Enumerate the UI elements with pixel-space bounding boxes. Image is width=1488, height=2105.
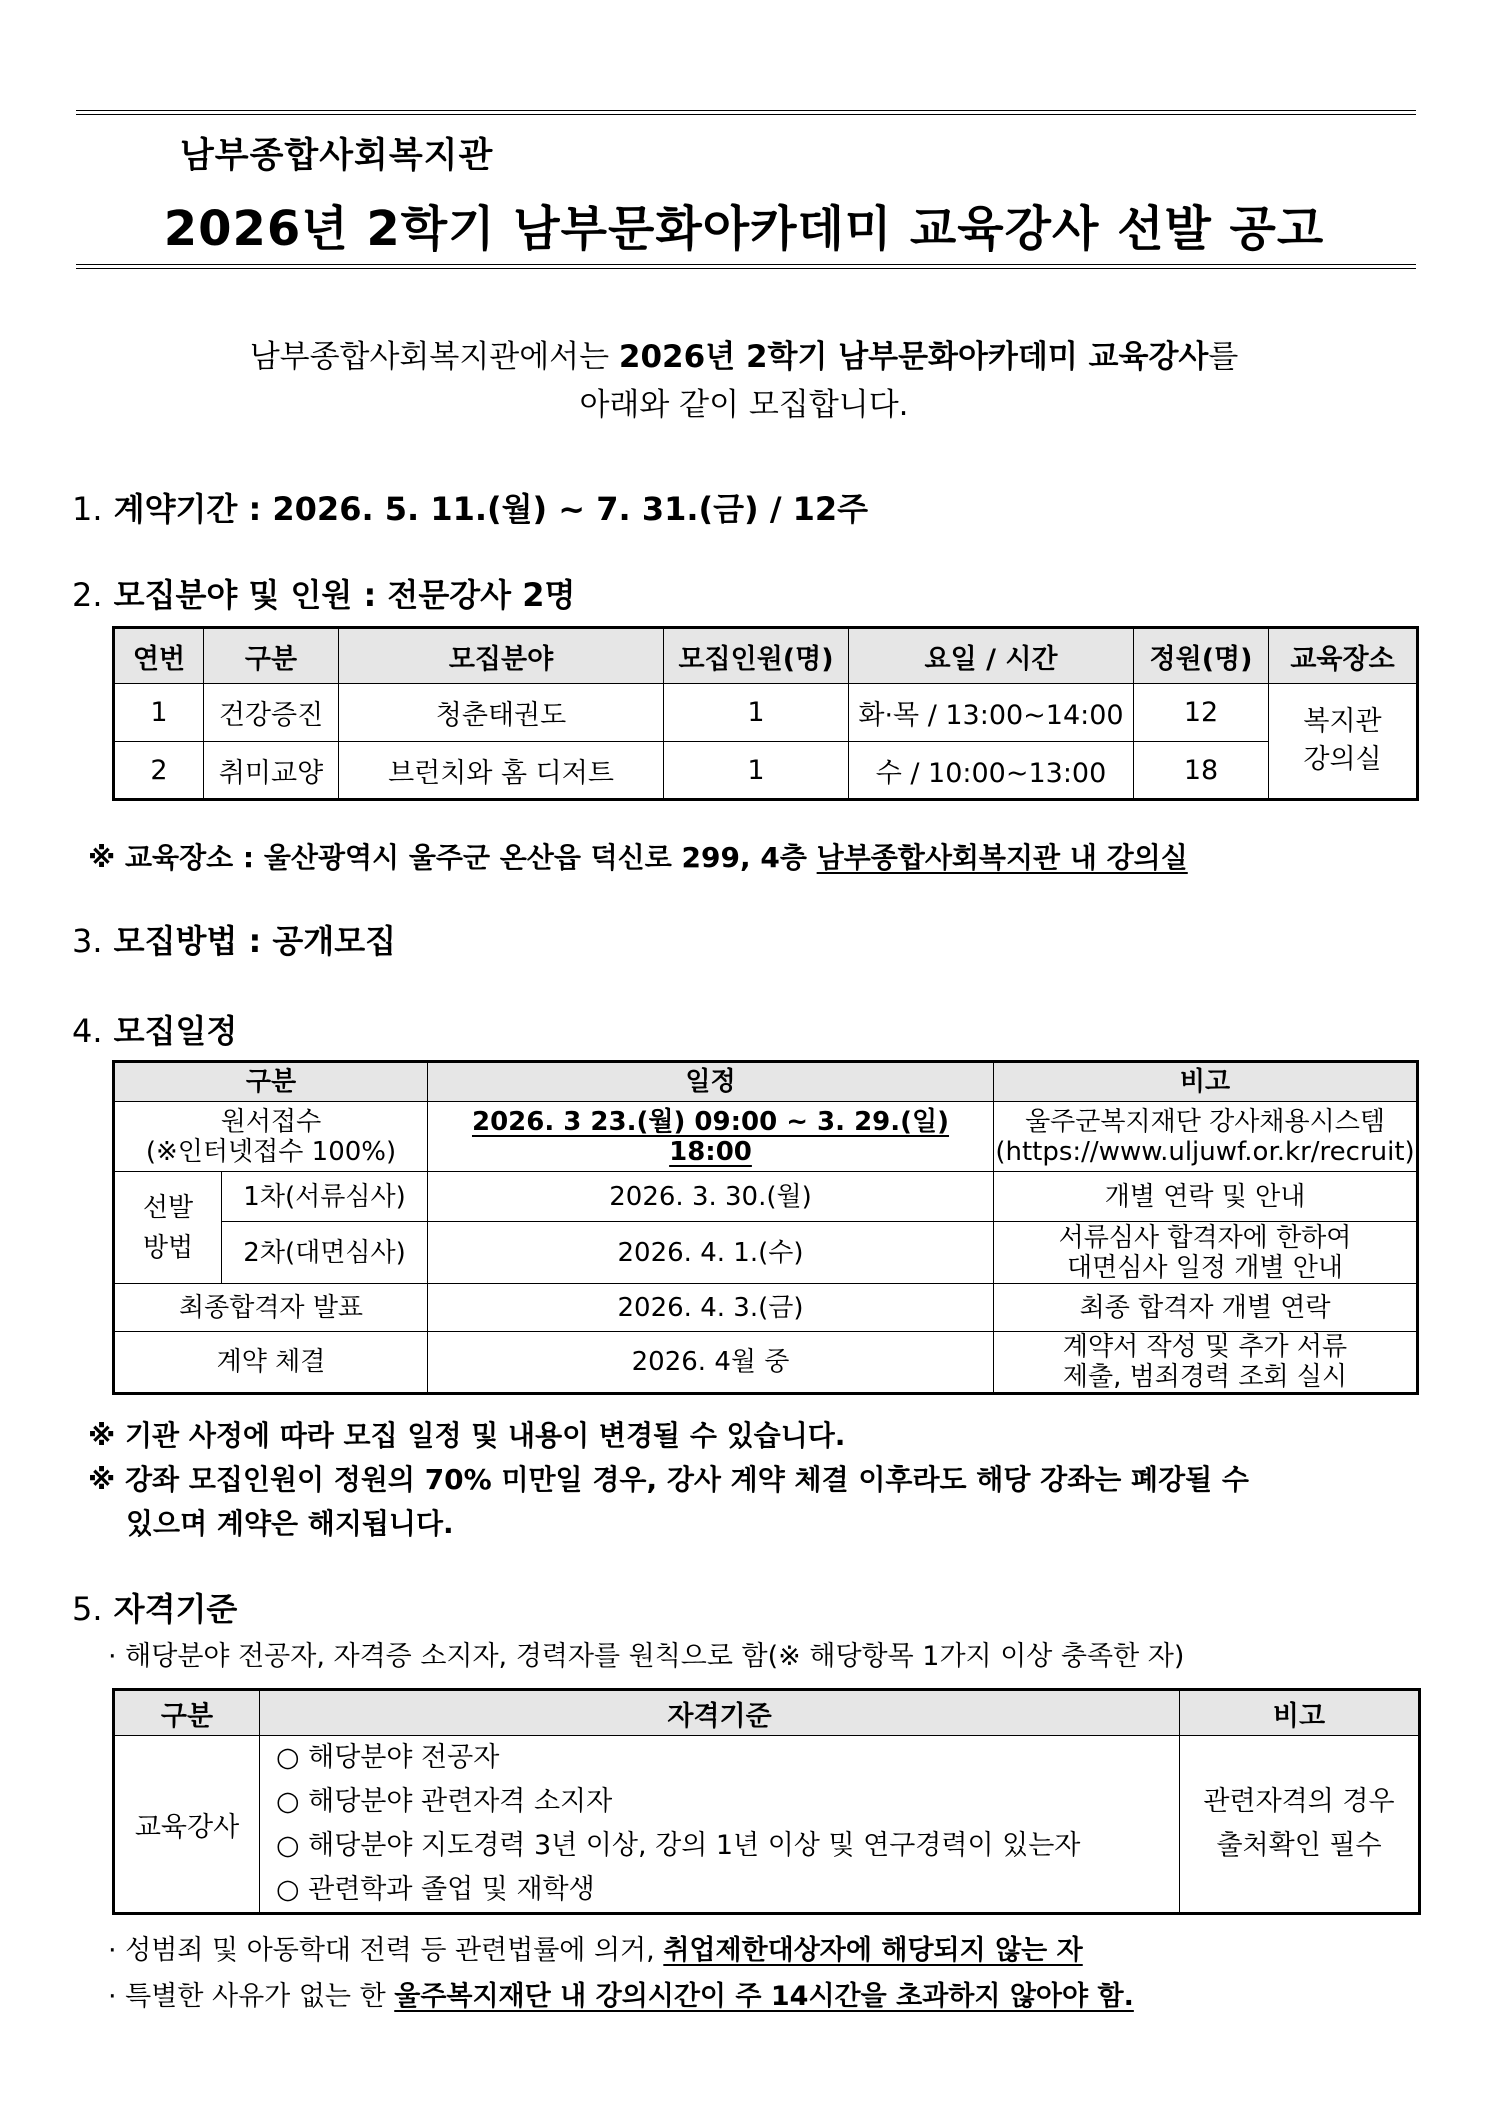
table-cell: 1 xyxy=(114,684,204,742)
apply-note-2: (https://www.uljuwf.or.kr/recruit) xyxy=(995,1136,1415,1167)
section-2-number: 2. xyxy=(72,576,103,614)
table-cell xyxy=(114,1172,222,1284)
table-cell: 2026. 4월 중 xyxy=(428,1332,994,1394)
header-cell: 연번 xyxy=(114,628,204,684)
table-cell: 최종합격자 발표 xyxy=(114,1284,428,1332)
apply-note-1: 울주군복지재단 강사채용시스템 xyxy=(1025,1106,1385,1137)
apply-label-2: (※인터넷접수 100%) xyxy=(145,1136,397,1167)
section-5-number: 5. xyxy=(72,1590,103,1628)
title-bottom-rule xyxy=(76,264,1416,269)
place-note-underlined: 남부종합사회복지관 내 강의실 xyxy=(816,841,1188,874)
place-note xyxy=(88,836,1188,876)
table-row xyxy=(114,1172,1418,1222)
section-3-number: 3. xyxy=(72,922,103,960)
header-cell: 비고 xyxy=(994,1062,1418,1102)
table-cell: 2차(대면심사) xyxy=(222,1222,428,1284)
qualification-bullet-1: · 해당분야 전공자, 자격증 소지자, 경력자를 원칙으로 함(※ 해당항목 1가지 이상 충족한 자) xyxy=(108,1641,1185,1672)
intro-line-1 xyxy=(0,334,1488,381)
table-cell: 개별 연락 및 안내 xyxy=(994,1172,1418,1222)
table-cell xyxy=(994,1332,1418,1394)
table-cell: 청춘태권도 xyxy=(339,684,664,742)
table-cell xyxy=(994,1102,1418,1172)
list-item: ○ 해당분야 관련자격 소지자 xyxy=(276,1786,613,1817)
table-cell: 1차(서류심사) xyxy=(222,1172,428,1222)
table-cell: 2 xyxy=(114,742,204,800)
header-cell: 모집인원(명) xyxy=(664,628,849,684)
recruit-table-header-row xyxy=(114,628,1418,684)
schedule-header-row xyxy=(114,1062,1418,1102)
section-4-schedule xyxy=(72,1006,237,1052)
table-cell: 브런치와 홈 디저트 xyxy=(339,742,664,800)
qualification-bullet-2 xyxy=(108,1928,1083,1967)
qualification-table xyxy=(112,1688,1421,1915)
bullet-3-underlined: 울주복지재단 내 강의시간이 주 14시간을 초과하지 않아야 함. xyxy=(394,1981,1134,2012)
table-row xyxy=(114,1222,1418,1284)
table-cell: 1 xyxy=(664,742,849,800)
section-5-text: 자격기준 xyxy=(113,1590,238,1628)
table-cell: 계약 체결 xyxy=(114,1332,428,1394)
place-line-2: 강의실 xyxy=(1303,744,1382,775)
header-cell: 교육장소 xyxy=(1269,628,1418,684)
intro-line-1-pre: 남부종합사회복지관에서는 xyxy=(249,339,619,375)
bullet-2-underlined: 취업제한대상자에 해당되지 않는 자 xyxy=(663,1935,1083,1966)
table-cell: 최종 합격자 개별 연락 xyxy=(994,1284,1418,1332)
title-top-rule xyxy=(76,110,1416,115)
section-1-text: 계약기간 : 2026. 5. 11.(월) ~ 7. 31.(금) / 12주 xyxy=(113,490,869,528)
recruit-table xyxy=(112,626,1419,801)
list-item: ○ 해당분야 지도경력 3년 이상, 강의 1년 이상 및 연구경력이 있는자 xyxy=(276,1830,1081,1861)
apply-label-1: 원서접수 xyxy=(220,1106,322,1137)
header-cell: 모집분야 xyxy=(339,628,664,684)
schedule-note-2 xyxy=(88,1458,1418,1546)
header-cell: 요일 / 시간 xyxy=(849,628,1134,684)
table-row xyxy=(114,1332,1418,1394)
place-line-1: 복지관 xyxy=(1303,706,1382,737)
table-row xyxy=(114,1284,1418,1332)
place-note-text: ※ 교육장소 : 울산광역시 울주군 온산읍 덕신로 299, 4층 xyxy=(88,841,817,874)
intro-line-1-bold: 2026년 2학기 남부문화아카데미 교육강사 xyxy=(618,339,1209,375)
bullet-2-text: · 성범죄 및 아동학대 전력 등 관련법률에 의거, xyxy=(108,1935,664,1966)
header-cell: 비고 xyxy=(1180,1690,1420,1736)
section-1-number: 1. xyxy=(72,490,103,528)
qual-note-2: 출처확인 필수 xyxy=(1216,1830,1382,1861)
table-cell: 건강증진 xyxy=(204,684,339,742)
intro-line-2: 아래와 같이 모집합니다. xyxy=(579,387,909,423)
intro-line-1-post: 를 xyxy=(1208,339,1239,375)
round2-note-2: 대면심사 일정 개별 안내 xyxy=(1067,1252,1343,1283)
qualification-header-row xyxy=(114,1690,1420,1736)
contract-note-1: 계약서 작성 및 추가 서류 xyxy=(1062,1332,1348,1362)
table-cell: 교육강사 xyxy=(114,1736,260,1914)
bullet-3-text: · 특별한 사유가 없는 한 xyxy=(108,1981,395,2012)
header-cell: 정원(명) xyxy=(1134,628,1269,684)
table-cell: 2026. 4. 3.(금) xyxy=(428,1284,994,1332)
section-4-number: 4. xyxy=(72,1012,103,1050)
section-5-qualification xyxy=(72,1584,237,1630)
table-row xyxy=(114,684,1418,742)
table-cell: 2026. 4. 1.(수) xyxy=(428,1222,994,1284)
select-label-1: 선발 xyxy=(142,1192,194,1223)
section-3-method xyxy=(72,916,396,962)
schedule-note-2a: ※ 강좌 모집인원이 정원의 70% 미만일 경우, 강사 계약 체결 이후라도 해당 강좌는 폐강될 수 xyxy=(88,1463,1249,1496)
table-cell: 12 xyxy=(1134,684,1269,742)
header-cell: 구분 xyxy=(114,1062,428,1102)
schedule-table xyxy=(112,1060,1419,1395)
qual-note-1: 관련자격의 경우 xyxy=(1203,1786,1395,1817)
qualification-bullet-3 xyxy=(108,1974,1134,2013)
table-cell xyxy=(994,1222,1418,1284)
qualification-list xyxy=(260,1736,1180,1914)
organization-name: 남부종합사회복지관 xyxy=(180,136,494,176)
contract-note-2: 제출, 범죄경력 조회 실시 xyxy=(1062,1362,1348,1392)
section-2-text: 모집분야 및 인원 : 전문강사 2명 xyxy=(113,576,576,614)
header-cell: 구분 xyxy=(204,628,339,684)
section-2-recruit-field xyxy=(72,570,575,616)
table-row xyxy=(114,1102,1418,1172)
table-cell xyxy=(1180,1736,1420,1914)
table-cell: 1 xyxy=(664,684,849,742)
table-cell: 화·목 / 13:00~14:00 xyxy=(849,684,1134,742)
section-4-text: 모집일정 xyxy=(113,1012,238,1050)
table-cell xyxy=(428,1102,994,1172)
apply-date: 2026. 3 23.(월) 09:00 ~ 3. 29.(일) 18:00 xyxy=(471,1106,950,1167)
table-cell: 수 / 10:00~13:00 xyxy=(849,742,1134,800)
header-cell: 일정 xyxy=(428,1062,994,1102)
header-cell: 구분 xyxy=(114,1690,260,1736)
select-label-2: 방법 xyxy=(142,1232,194,1263)
header-cell: 자격기준 xyxy=(260,1690,1180,1736)
schedule-note-2b: 있으며 계약은 해지됩니다. xyxy=(126,1507,454,1540)
section-1-contract-period xyxy=(72,484,868,530)
schedule-note-1: ※ 기관 사정에 따라 모집 일정 및 내용이 변경될 수 있습니다. xyxy=(88,1419,846,1452)
table-row xyxy=(114,742,1418,800)
place-cell xyxy=(1269,684,1418,800)
section-3-text: 모집방법 : 공개모집 xyxy=(113,922,397,960)
list-item: ○ 해당분야 전공자 xyxy=(276,1742,500,1773)
list-item: ○ 관련학과 졸업 및 재학생 xyxy=(276,1874,595,1905)
table-cell: 18 xyxy=(1134,742,1269,800)
table-cell xyxy=(114,1102,428,1172)
table-row xyxy=(114,1736,1420,1914)
notice-title: 2026년 2학기 남부문화아카데미 교육강사 선발 공고 xyxy=(163,201,1325,257)
table-cell: 취미교양 xyxy=(204,742,339,800)
round2-note-1: 서류심사 합격자에 한하여 xyxy=(1058,1222,1352,1253)
table-cell: 2026. 3. 30.(월) xyxy=(428,1172,994,1222)
